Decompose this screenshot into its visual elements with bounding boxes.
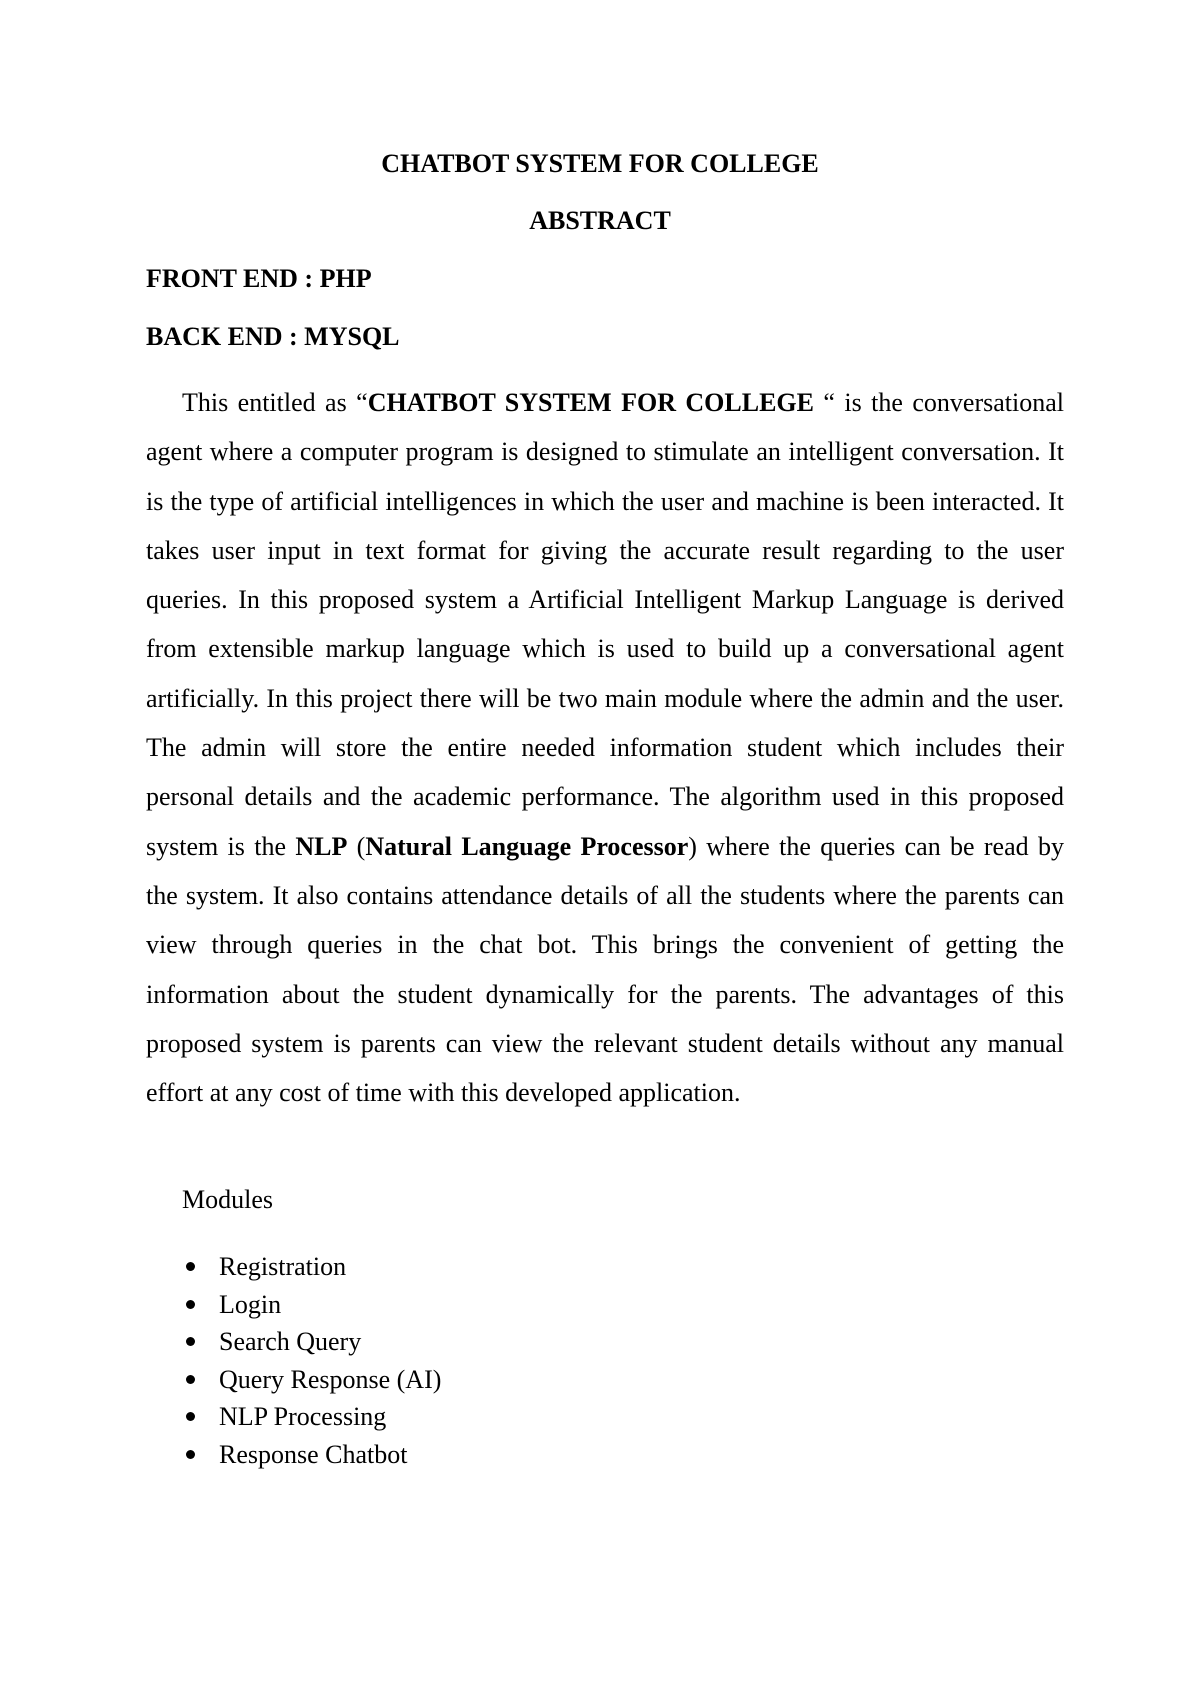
document-title: CHATBOT SYSTEM FOR COLLEGE (381, 149, 819, 178)
abstract-heading: ABSTRACT (529, 206, 671, 235)
modules-heading: Modules (182, 1185, 273, 1214)
bullet-icon (186, 1450, 195, 1459)
module-label: Query Response (AI) (219, 1364, 442, 1394)
module-label: Search Query (219, 1327, 362, 1357)
bullet-icon (186, 1375, 195, 1384)
module-label: Response Chatbot (219, 1439, 408, 1469)
nlp-abbreviation: NLP (295, 831, 348, 861)
abstract-text-intro: This entitled as “ (182, 388, 368, 417)
module-label: Login (219, 1289, 282, 1319)
paren-open: ( (347, 831, 366, 861)
list-item (182, 1398, 441, 1436)
nlp-full-name: Natural Language Processor (365, 831, 689, 861)
list-item (182, 1323, 441, 1361)
list-item (182, 1361, 441, 1399)
bullet-icon (186, 1412, 195, 1421)
list-item (182, 1436, 441, 1474)
module-label: Registration (219, 1252, 347, 1281)
module-label: NLP Processing (219, 1402, 387, 1432)
front-end-line: FRONT END : PHP (146, 264, 372, 293)
bullet-icon (186, 1262, 195, 1271)
list-item (182, 1248, 441, 1286)
abstract-text-end: ) where the queries can be read by the system. It also contains attendance details of all the students where the parents can view through queries in the chat bot. This brings the convenient of getting the information about the student dynamically for the parents. The advantages of this proposed system is parents can view the relevant student details without any manual effort at any cost of time with this developed application. (146, 831, 1064, 1108)
project-name: CHATBOT SYSTEM FOR COLLEGE (367, 388, 814, 417)
back-end-line: BACK END : MYSQL (146, 322, 400, 351)
abstract-paragraph (146, 378, 1064, 1117)
bullet-icon (186, 1337, 195, 1346)
abstract-text-main: “ is the conversational agent where a computer program is designed to stimulate an intelligent conversation. It is the type of artificial intelligences in which the user and machine is been interacted. It takes user input in text format for giving the accurate result regarding to the user queries. In this proposed system a Artificial Intelligent Markup Language is derived from extensible markup language which is used to build up a conversational agent artificially. In this project there will be two main module where the admin and the user. The admin will store the entire needed information student which includes their personal details and the academic performance. The algorithm used in this proposed system is the (146, 388, 1064, 861)
bullet-icon (186, 1300, 195, 1309)
modules-list (182, 1248, 441, 1474)
list-item (182, 1286, 441, 1324)
